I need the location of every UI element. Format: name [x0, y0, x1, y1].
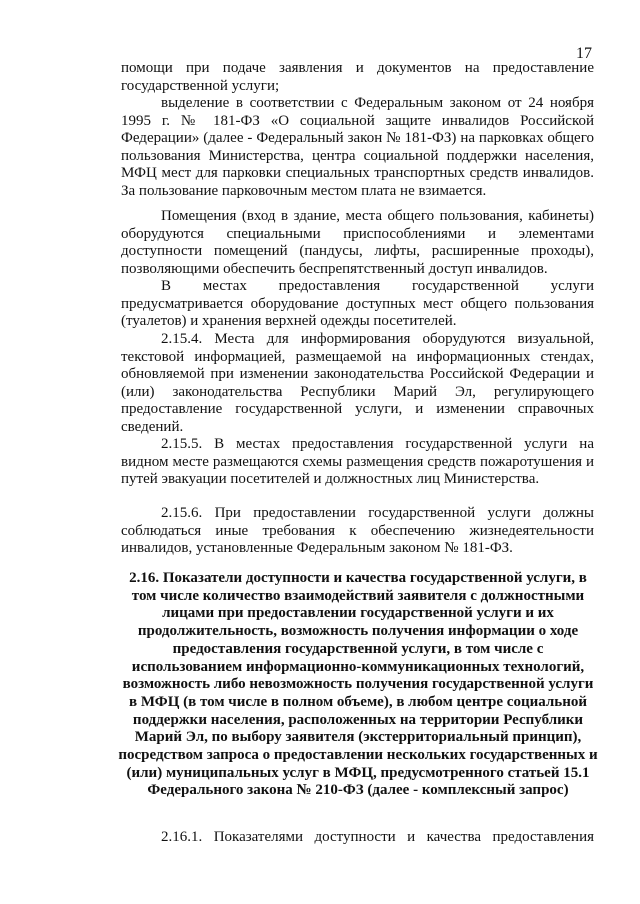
paragraph-premises: Помещения (вход в здание, места общего пользования, кабинеты) оборудуются специальными приспособлениями и элементами доступности помещений (пандусы, лифты, расширенные проходы), позволяющими обеспечить беспрепятственный доступ инвалидов. — [121, 208, 594, 277]
page-number: 17 — [576, 45, 592, 62]
paragraph-2-15-5: 2.15.5. В местах предоставления государственной услуги на видном месте размещаются схемы размещения средств пожаротушения и путей эвакуации посетителей и должностных лиц Министерства. — [121, 436, 594, 488]
section-heading-2-16: 2.16. Показатели доступности и качества государственной услуги, в том числе количество взаимодействий заявителя с должностными лицами при предоставлении государственной услуги и их продолжительность, возможность получения информации о ходе предоставления государственной услуги, в том числе с использованием информационно-коммуникационных технологий, возможность либо невозможность получения государственной услуги в МФЦ (в том числе в полном объеме), в любом центре социальной поддержки населения, расположенных на территории Республики Марий Эл, по выбору заявителя (экстерриториальный принцип), посредством запроса о предоставлении нескольких государственных и (или) муниципальных услуг в МФЦ, предусмотренного статьей 15.1 Федерального закона № 210-ФЗ (далее - комплексный запрос) — [118, 570, 598, 799]
paragraph-2-15-4: 2.15.4. Места для информирования оборудуются визуальной, текстовой информацией, размещаемой на информационных стендах, обновляемой при изменении законодательства Российской Федерации и (или) законодательства Республики Марий Эл, регулирующего предоставление государственной услуги, и изменении справочных сведений. — [121, 331, 594, 435]
paragraph-2-16-1: 2.16.1. Показателями доступности и качества предоставления — [161, 829, 594, 845]
paragraph-2-15-6: 2.15.6. При предоставлении государственной услуги должны соблюдаться иные требования к обеспечению жизнедеятельности инвалидов, установленные Федеральным законом № 181-ФЗ. — [121, 505, 594, 557]
paragraph-parking: выделение в соответствии с Федеральным законом от 24 ноября 1995 г. № 181-ФЗ «О социальной защите инвалидов Российской Федерации» (далее - Федеральный закон № 181-ФЗ) на парковках общего пользования Министерства, центра социальной поддержки населения, МФЦ мест для парковки специальных транспортных средств инвалидов. За пользование парковочным местом плата не взимается. — [121, 95, 594, 199]
paragraph-continuation: помощи при подаче заявления и документов на предоставление государственной услуги; — [121, 60, 594, 94]
paragraph-restrooms: В местах предоставления государственной услуги предусматривается оборудование доступных мест общего пользования (туалетов) и хранения верхней одежды посетителей. — [121, 278, 594, 330]
